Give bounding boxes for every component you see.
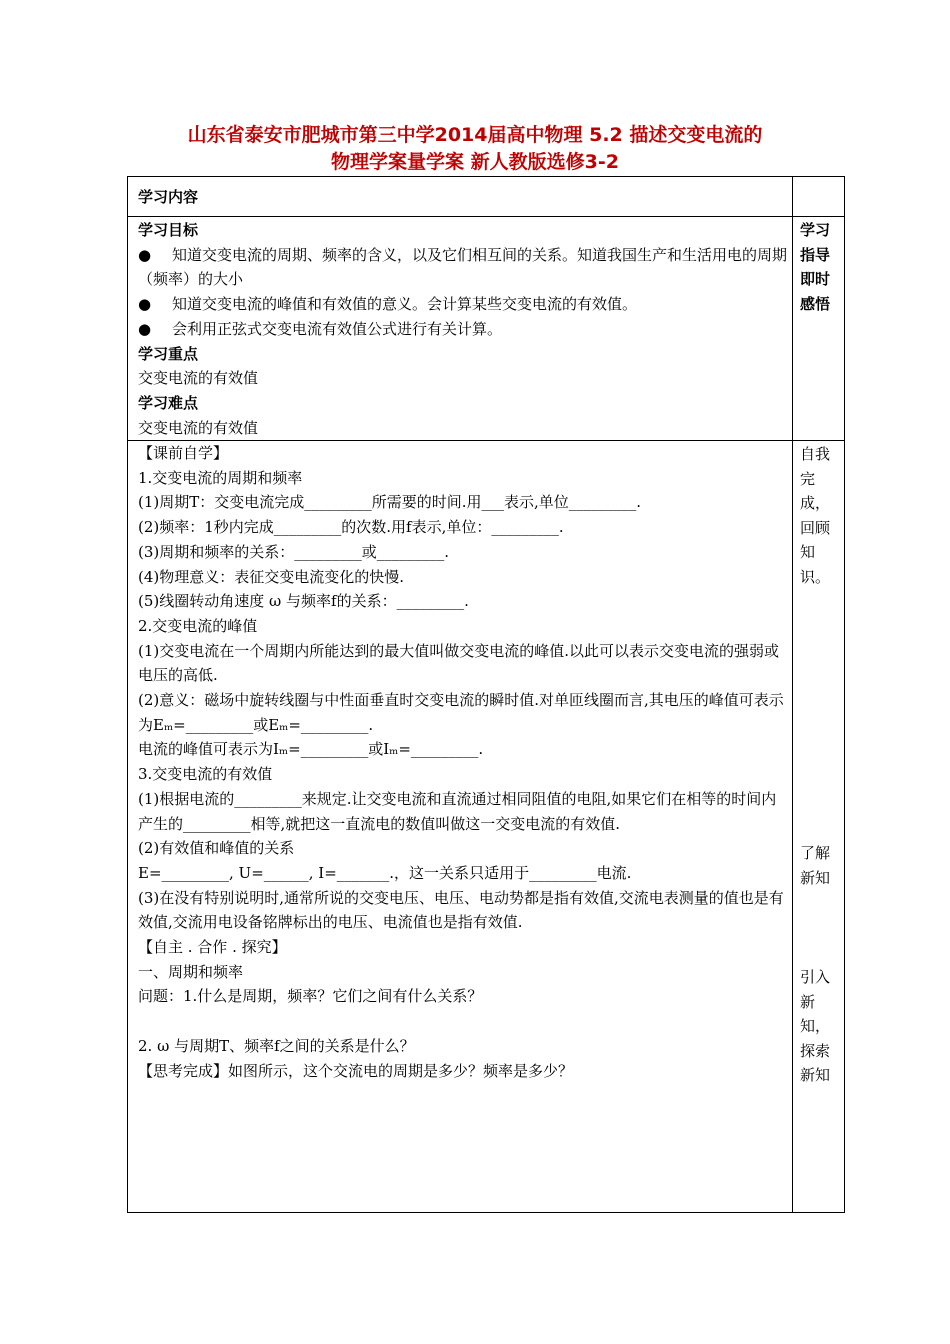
self-study-heading: 【课前自学】 <box>138 444 229 462</box>
fill-blank-relation: (3)周期和频率的关系：_________或_________. <box>138 542 450 561</box>
side-note-self-review: 自我 完 成， 回顾 知 识。 <box>800 445 831 586</box>
difficulty-text: 交变电流的有效值 <box>138 418 259 437</box>
rms-definition: (1)根据电流的_________来规定.让交变电流和直流通过相同阻值的电阻,如果它们在相等的时间内产生的_________相等,就把这一直流电的数值叫做这一交变电流的有效值. <box>138 789 777 833</box>
side-note-new-knowledge: 了解 新知 <box>800 844 831 887</box>
period-frequency-heading: 1.交变电流的周期和频率 <box>138 468 303 487</box>
question-2: 2. ω 与周期T、频率f之间的关系是什么？ <box>138 1036 415 1055</box>
content-header-label: 学习内容 <box>138 188 199 206</box>
side-note-explore: 引入 新 知， 探索 新知 <box>800 968 831 1084</box>
bullet-icon: ● <box>138 319 152 338</box>
fill-blank-frequency: (2)频率：1秒内完成_________的次数.用f表示,单位：_________. <box>138 518 564 537</box>
blank-line <box>138 1009 788 1034</box>
rms-heading: 3.交变电流的有效值 <box>138 765 273 784</box>
objective-item-3: ● 会利用正弦式交变电流有效值公式进行有关计算。 <box>138 317 788 342</box>
row-divider-1 <box>128 216 844 217</box>
rms-formula: E=_________, U=______, I=_______.，这一关系只适用于_________电流. <box>138 863 632 882</box>
peak-current: 电流的峰值可表示为Iₘ=_________或Iₘ=_________. <box>138 740 484 759</box>
key-points-text: 交变电流的有效值 <box>138 369 259 388</box>
guidance-side-note: 学习 指导 即时 感悟 <box>800 221 831 313</box>
study-plan-table <box>127 176 845 1213</box>
section-period-frequency: 一、周期和频率 <box>138 962 244 981</box>
fill-blank-period: (1)周期T：交变电流完成_________所需要的时间.用___表示,单位_________. <box>138 493 642 512</box>
physical-meaning: (4)物理意义：表征交变电流变化的快慢. <box>138 567 405 586</box>
objectives-heading: 学习目标 <box>138 221 199 239</box>
document-title-line-2: 物理学案量学案 新人教版选修3-2 <box>331 151 619 173</box>
column-divider <box>792 177 793 1212</box>
key-points-heading: 学习重点 <box>138 344 199 363</box>
explore-heading: 【自主 . 合作 . 探究】 <box>138 938 287 957</box>
difficulty-heading: 学习难点 <box>138 393 199 412</box>
bullet-icon: ● <box>138 295 152 314</box>
document-title-line-1: 山东省泰安市肥城市第三中学2014届高中物理 5.2 描述交变电流的 <box>187 124 763 146</box>
fill-blank-omega: (5)线圈转动角速度 ω 与频率f的关系：_________. <box>138 592 469 611</box>
think-prompt: 【思考完成】如图所示，这个交流电的周期是多少？频率是多少？ <box>138 1061 574 1080</box>
rms-relation: (2)有效值和峰值的关系 <box>138 839 295 858</box>
rms-note: (3)在没有特别说明时,通常所说的交变电压、电压、电动势都是指有效值,交流电表测量的值也是有效值,交流用电设备铭牌标出的电压、电流值也是指有效值. <box>138 888 784 932</box>
self-study-section <box>138 441 788 1083</box>
objectives-section <box>138 218 788 440</box>
peak-heading: 2.交变电流的峰值 <box>138 616 258 635</box>
peak-definition: (1)交变电流在一个周期内所能达到的最大值叫做交变电流的峰值.以此可以表示交变电流的强弱或电压的高低. <box>138 641 780 685</box>
bullet-icon: ● <box>138 245 152 264</box>
peak-meaning: (2)意义：磁场中旋转线圈与中性面垂直时交变电流的瞬时值.对单匝线圈而言,其电压的峰值可表示为Eₘ=_________或Eₘ=_________. <box>138 691 784 734</box>
objective-item-1: ● 知道交变电流的周期、频率的含义，以及它们相互间的关系。知道我国生产和生活用电的周期（频率）的大小 <box>138 243 788 292</box>
objective-item-2: ● 知道交变电流的峰值和有效值的意义。会计算某些交变电流的有效值。 <box>138 292 788 317</box>
question-1: 问题：1.什么是周期，频率？它们之间有什么关系？ <box>138 987 483 1006</box>
